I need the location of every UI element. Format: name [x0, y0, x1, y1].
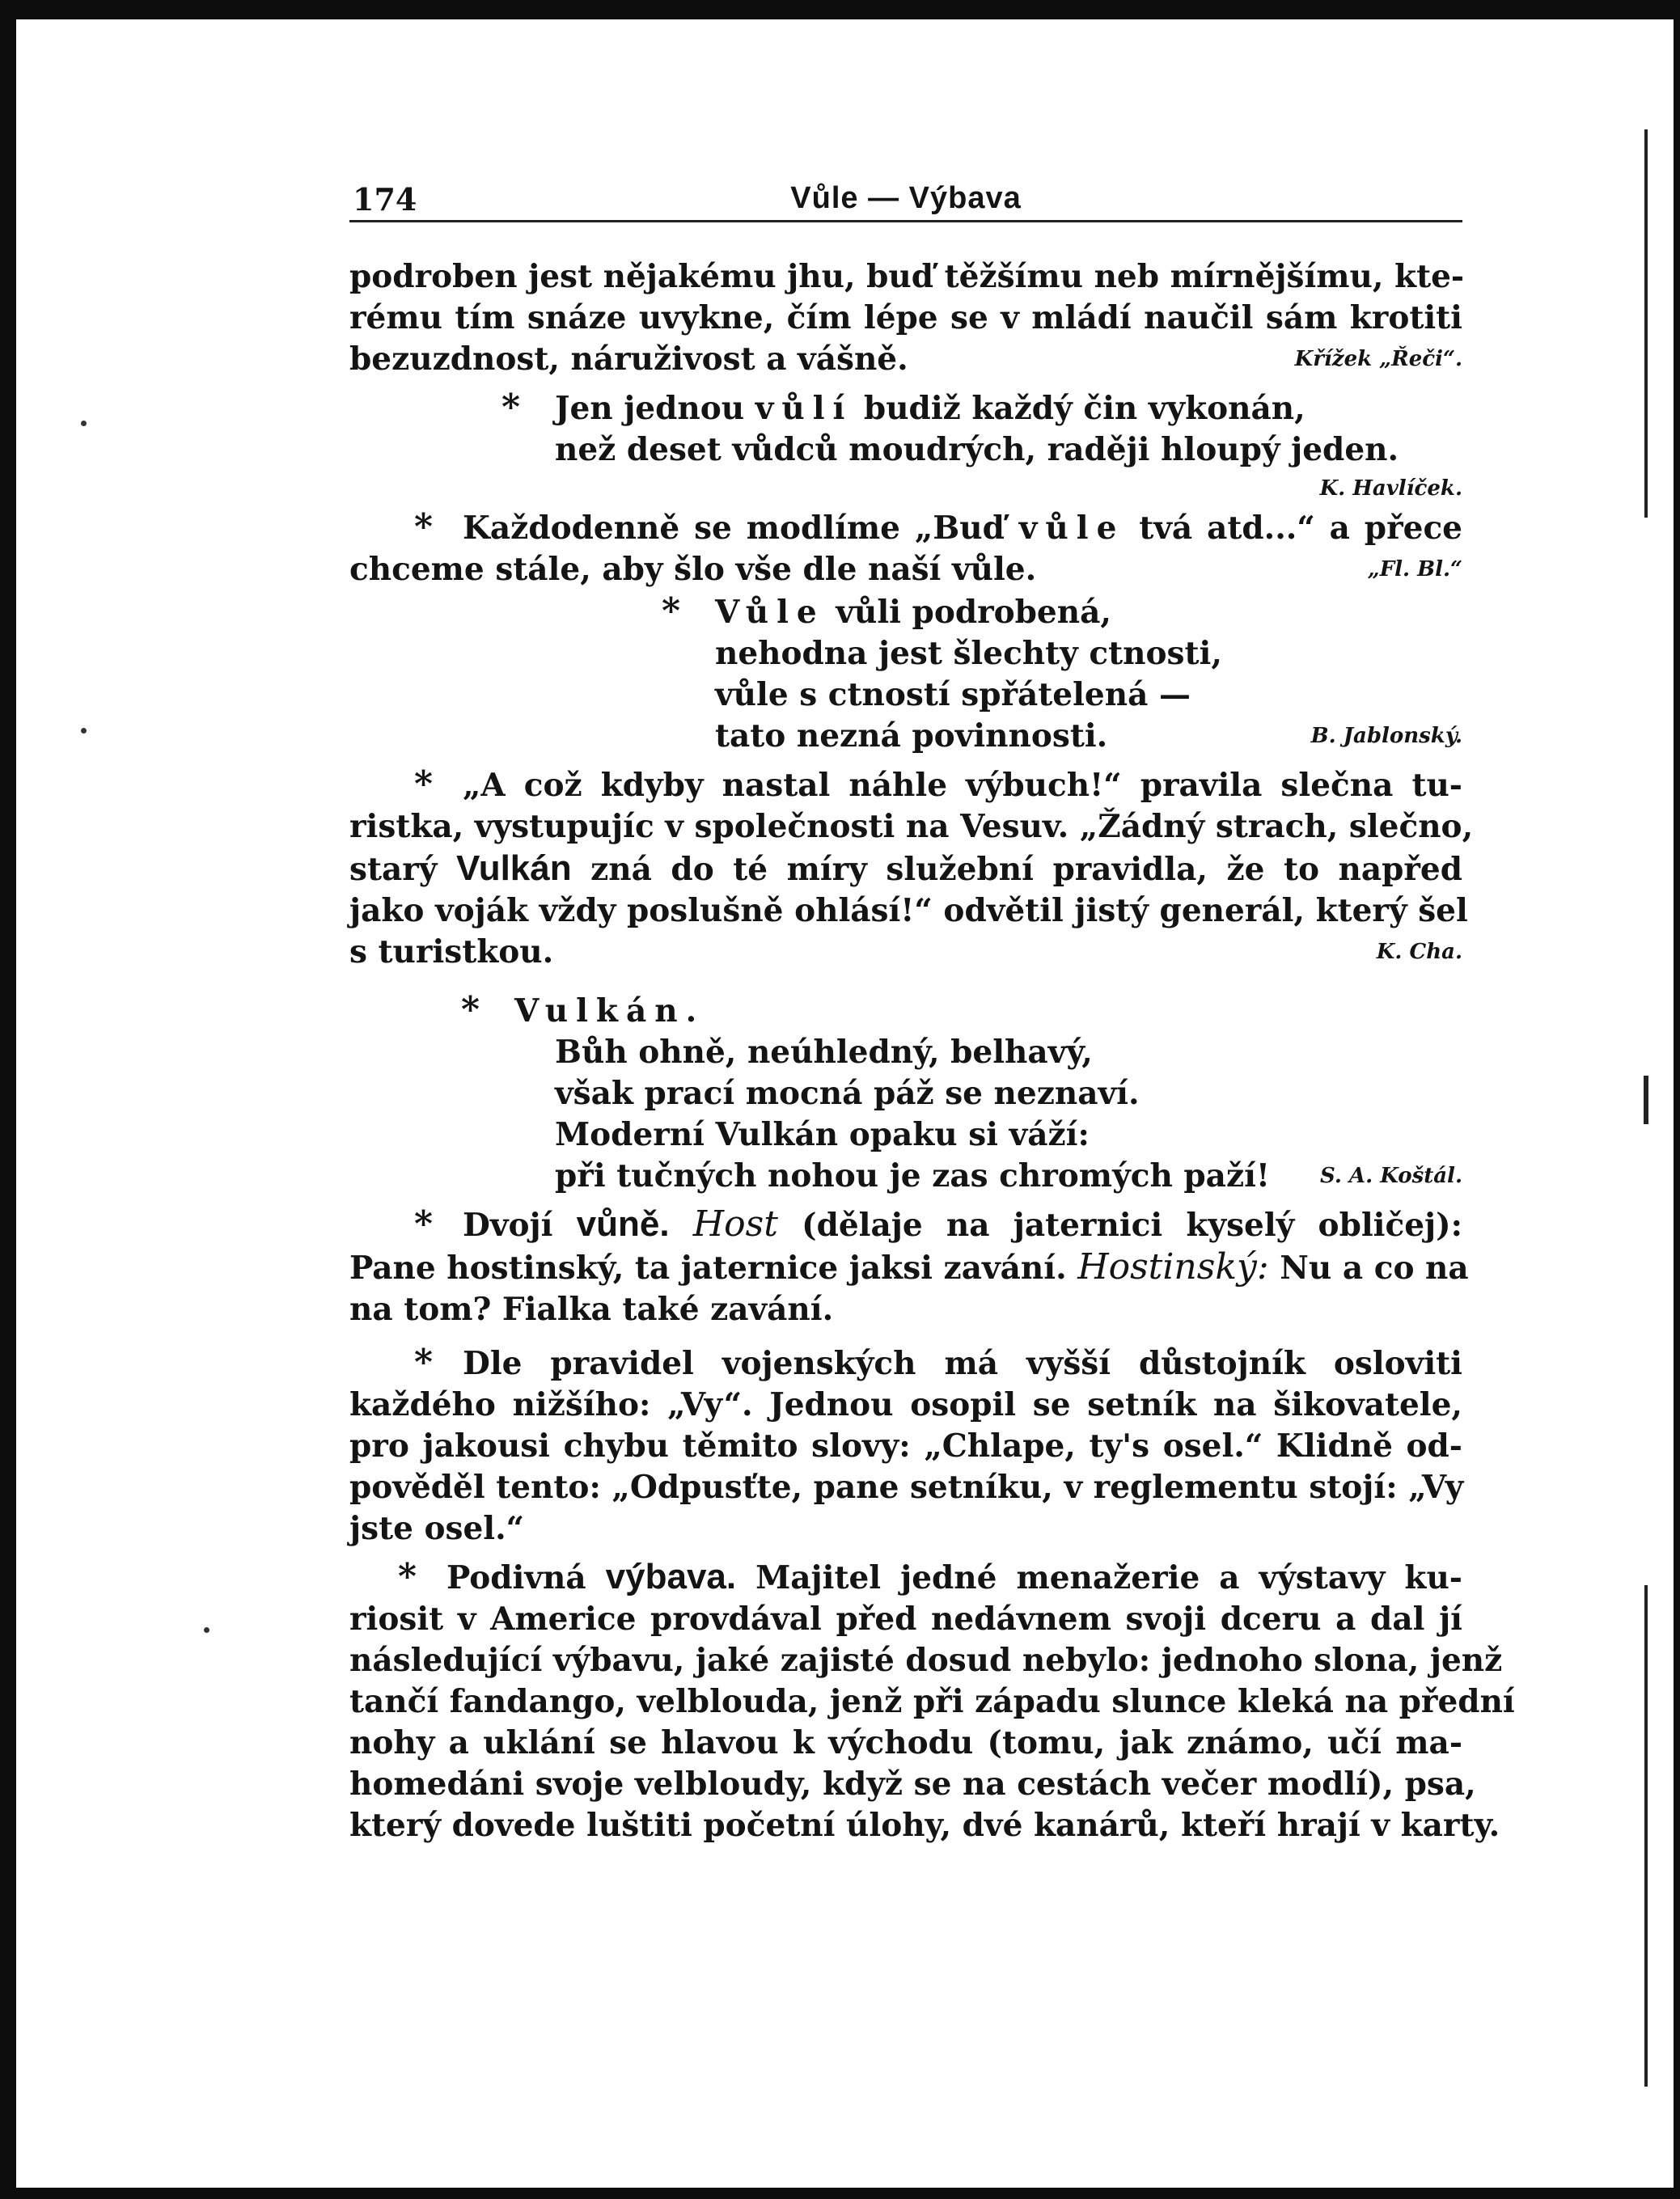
text-line: pověděl tento: „Odpusťte, pane setníku, v reglementu stojí: „Vy — [349, 1469, 1464, 1506]
scan-border-right — [1674, 0, 1680, 2199]
text-line: který dovede luštiti početní úlohy, dvé kanárů, kteří hrají v karty. — [349, 1807, 1500, 1844]
text-line — [349, 763, 1462, 806]
speaker-label: Host — [692, 1203, 778, 1245]
text-span: Podivná — [446, 1559, 606, 1596]
text-line: homedáni svoje velbloudy, když se na cestách večer modlí), psa, — [349, 1766, 1476, 1803]
text-line: tančí fandango, velblouda, jenž při západu slunce kleká na přední — [349, 1683, 1515, 1720]
source-attribution: K. Cha. — [1376, 940, 1462, 964]
asterisk-marker: * — [461, 989, 480, 1030]
entry-verse — [349, 590, 1462, 757]
text-line — [555, 1156, 1462, 1197]
text-line — [349, 506, 1462, 549]
text-line — [501, 387, 1462, 429]
entry-verse — [349, 387, 1462, 471]
text-line — [715, 716, 1462, 757]
entry-verse — [349, 989, 1462, 1197]
source-attribution: Křížek „Řeči“. — [1294, 347, 1462, 371]
text-line: na tom? Fialka také zavání. — [349, 1291, 834, 1328]
text-line-content: tato nezná povinnosti. — [715, 717, 1108, 755]
text-line: rému tím snáze uvykne, čím lépe se v mládí naučil sám krotiti — [349, 299, 1462, 336]
text-span: „A což kdyby nastal náhle výbuch!“ pravila slečna tu- — [463, 767, 1462, 804]
emphasis: vůně. — [576, 1204, 670, 1244]
entry-paragraph — [349, 506, 1462, 590]
text-line: však prací mocná páž se neznaví. — [555, 1075, 1140, 1112]
scan-speck — [204, 1627, 209, 1633]
entry-paragraph — [349, 1342, 1462, 1550]
text-line — [349, 549, 1462, 590]
source-attribution: „Fl. Bl.“ — [1367, 557, 1462, 581]
source-attribution: K. Havlíček. — [1319, 476, 1462, 501]
text-line: ristka, vystupujíc v společnosti na Vesuv. „Žádný strach, slečno, — [349, 808, 1474, 845]
asterisk-marker: * — [414, 506, 434, 548]
text-line-content: s turistkou. — [349, 933, 554, 971]
text-span: vůli podrobená, — [824, 594, 1111, 631]
scan-speck — [81, 421, 87, 426]
text-line: nehodna jest šlechty ctnosti, — [715, 635, 1222, 672]
verse-title — [461, 989, 1462, 1032]
text-span: (dělaje na jaternici kyselý obličej): — [777, 1207, 1462, 1244]
entry-paragraph — [349, 1203, 1469, 1330]
text-line — [349, 932, 1462, 973]
text-line — [349, 1556, 1462, 1599]
text-line — [349, 339, 1462, 380]
text-span: Dle pravidel vojenských má vyšší důstojník osloviti — [463, 1345, 1462, 1382]
text-line: podroben jest nějakému jhu, buď těžšímu neb mírnějšímu, kte- — [349, 258, 1465, 295]
source-attribution: S. A. Koštál. — [1319, 1164, 1462, 1188]
text-line — [662, 590, 1462, 633]
text-line: pro jakousi chybu těmito slovy: „Chlape, ty's osel.“ Klidně od- — [349, 1427, 1462, 1465]
asterisk-marker: * — [414, 1203, 434, 1245]
text-line — [349, 1203, 1462, 1246]
book-page — [349, 178, 1515, 1846]
text-line: riosit v Americe provdával před nedávnem svoji dceru a dal jí — [349, 1601, 1462, 1638]
text-line: Moderní Vulkán opaku si váží: — [555, 1116, 1090, 1153]
scan-speck — [81, 728, 87, 734]
text-line: než deset vůdců moudrých, raději hloupý jeden. — [555, 431, 1399, 468]
source-attribution: B. Jablonský. — [1310, 724, 1462, 748]
text-span: Jen jednou — [555, 390, 755, 427]
entry-paragraph — [349, 256, 1465, 380]
text-span: starý — [349, 851, 456, 888]
scan-border-left — [0, 0, 16, 2199]
text-line — [349, 848, 1462, 890]
text-span: Každodenně se modlíme „Buď — [463, 510, 1019, 547]
text-span: Dvojí — [463, 1207, 577, 1244]
text-span: tvá atd...“ a přece — [1124, 510, 1462, 547]
text-line-content: při tučných nohou je zas chromých paží! — [555, 1157, 1271, 1195]
text-line: každého nižšího: „Vy“. Jednou osopil se setník na šikovatele, — [349, 1386, 1462, 1423]
text-span: budiž každý čin vykonán, — [853, 390, 1305, 427]
text-line — [349, 1246, 1469, 1289]
text-line: vůle s ctností spřátelená — — [715, 676, 1191, 713]
spaced-emphasis: Vůle — [715, 594, 825, 631]
binding-edge-marks — [1642, 49, 1650, 2119]
asterisk-marker: * — [414, 763, 434, 805]
scan-border-bottom — [0, 2188, 1680, 2199]
page-body — [349, 256, 1515, 1846]
text-line: nohy a uklání se hlavou k východu (tomu, jak známo, učí ma- — [349, 1724, 1462, 1761]
text-span: zná do té míry služební pravidla, že to napřed — [571, 851, 1463, 888]
running-head — [349, 178, 1462, 222]
entry-paragraph — [349, 763, 1474, 973]
text-line-content: chceme stále, aby šlo vše dle naší vůle. — [349, 551, 1037, 588]
text-line: Bůh ohně, neúhledný, belhavý, — [555, 1034, 1093, 1071]
text-span: Pane hostinský, ta jaternice jaksi zavání. — [349, 1250, 1078, 1287]
text-line: jako voják vždy poslušně ohlásí!“ odvětil jistý generál, který šel — [349, 892, 1468, 929]
page-header-title: Vůle — Výbava — [790, 181, 1022, 215]
speaker-label: Hostinský: — [1077, 1246, 1269, 1288]
asterisk-marker: * — [501, 387, 521, 428]
emphasis: Vulkán — [455, 848, 572, 888]
scan-border-top — [0, 0, 1680, 19]
spaced-emphasis: vůlí — [755, 390, 853, 427]
page-number: 174 — [353, 181, 417, 218]
asterisk-marker: * — [414, 1342, 434, 1383]
text-line — [349, 1342, 1462, 1385]
asterisk-marker: * — [662, 590, 681, 632]
text-span: Majitel jedné menažerie a výstavy ku- — [736, 1559, 1462, 1596]
text-span: Vulkán. — [514, 992, 705, 1030]
text-span: Nu a co na — [1268, 1250, 1469, 1287]
emphasis: výbava. — [605, 1557, 737, 1596]
entry-paragraph — [349, 1556, 1515, 1846]
asterisk-marker: * — [398, 1556, 417, 1597]
spaced-emphasis: vůle — [1018, 510, 1125, 547]
text-line: jste osel.“ — [349, 1510, 525, 1547]
text-line-content: bezuzdnost, náruživost a vášně. — [349, 340, 908, 378]
text-line: následující výbavu, jaké zajisté dosud nebylo: jednoho slona, jenž — [349, 1642, 1503, 1679]
